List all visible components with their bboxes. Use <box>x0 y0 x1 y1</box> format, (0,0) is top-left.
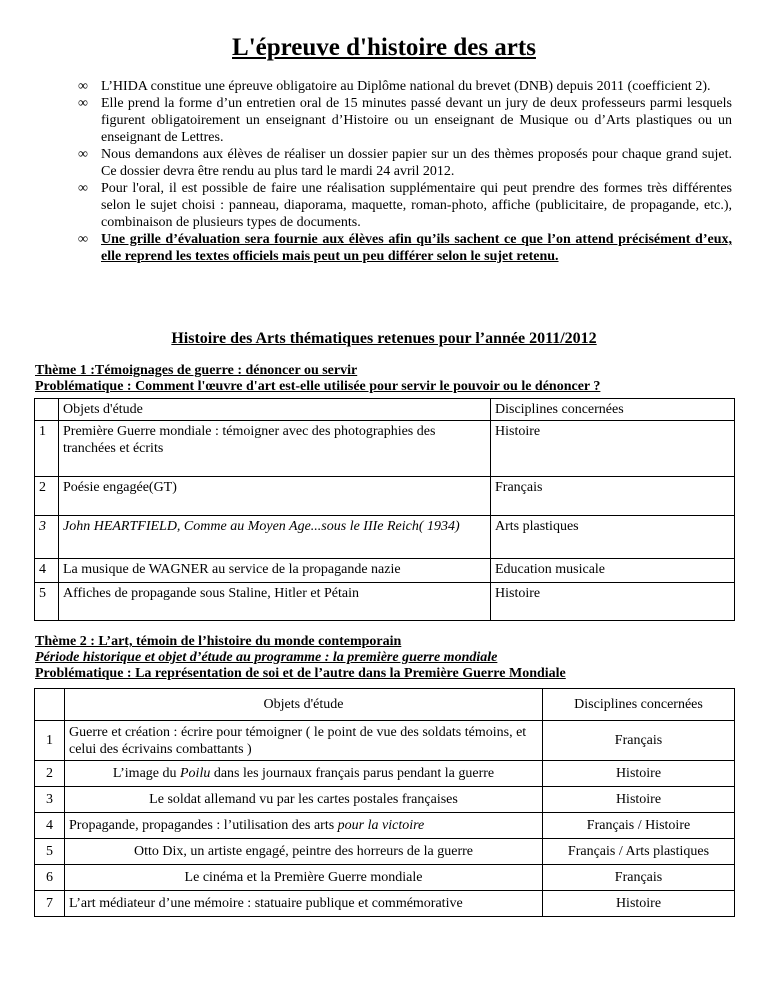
row-objet-text: L’image du <box>112 766 180 781</box>
infinity-bullet-icon: ∞ <box>78 232 88 247</box>
theme1-table <box>34 398 735 621</box>
row-discipline: Français <box>491 477 735 516</box>
infinity-bullet-icon: ∞ <box>78 147 88 162</box>
table-row <box>35 421 735 477</box>
table-row <box>35 516 735 559</box>
theme2-periode: Période historique et objet d’étude au programme : la première guerre mondiale <box>35 650 498 665</box>
header-objets-cell: Objets d'étude <box>59 399 491 421</box>
bullet-item <box>78 146 732 180</box>
row-objet-text: Propagande, propagandes : l’utilisation des arts <box>69 818 338 833</box>
row-num: 1 <box>35 721 65 761</box>
bullet-text: Nous demandons aux élèves de réaliser un dossier papier sur un des thèmes proposés pour chaque grand sujet. Ce dossier devra être rendu au plus tard le mardi 24 avril 2012. <box>101 147 732 179</box>
header-objets-cell: Objets d'étude <box>65 689 543 721</box>
theme2-problematique: Problématique : La représentation de soi et de l’autre dans la Première Guerre Mondiale <box>35 666 566 681</box>
row-num: 2 <box>35 477 59 516</box>
row-objet-italic: pour la victoire <box>337 818 425 833</box>
bullet-text: Une grille d’évaluation sera fournie aux élèves afin qu’ils sachent ce que l’on attend précisément d’eux, elle reprend les textes officiels mais peut un peu différer selon le sujet retenu. <box>101 232 732 264</box>
table-row <box>35 721 735 761</box>
row-num: 5 <box>35 583 59 621</box>
theme2-table <box>34 688 735 917</box>
row-discipline: Education musicale <box>491 559 735 583</box>
bullet-text: Pour l'oral, il est possible de faire une réalisation supplémentaire qui peut prendre des formes très différentes selon le sujet choisi : panneau, diaporama, maquette, roman-photo, affiche (publicitaire, de propagande, etc.), combinaison de plusieurs types de documents. <box>101 181 732 230</box>
row-num: 5 <box>35 839 65 865</box>
row-discipline: Français <box>543 865 735 891</box>
row-discipline: Français / Histoire <box>543 813 735 839</box>
header-disciplines-cell: Disciplines concernées <box>543 689 735 721</box>
row-objet <box>65 813 543 839</box>
header-num-cell <box>35 399 59 421</box>
row-num: 4 <box>35 559 59 583</box>
table-row <box>35 583 735 621</box>
row-objet: Le cinéma et la Première Guerre mondiale <box>65 865 543 891</box>
row-num: 1 <box>35 421 59 477</box>
page-title: L'épreuve d'histoire des arts <box>232 34 536 61</box>
row-objet: Première Guerre mondiale : témoigner avec des photographies des tranchées et écrits <box>59 421 491 477</box>
table-row <box>35 865 735 891</box>
table-row <box>35 477 735 516</box>
header-num-cell <box>35 689 65 721</box>
row-objet-text: dans les journaux français parus pendant la guerre <box>210 766 495 781</box>
row-discipline: Histoire <box>543 787 735 813</box>
row-objet: Le soldat allemand vu par les cartes postales françaises <box>65 787 543 813</box>
table-row <box>35 787 735 813</box>
theme2-heading <box>35 634 755 682</box>
bullet-item <box>78 180 732 231</box>
row-objet: La musique de WAGNER au service de la propagande nazie <box>59 559 491 583</box>
table-row <box>35 839 735 865</box>
row-discipline: Histoire <box>491 421 735 477</box>
bullet-item-emphasis <box>78 231 732 265</box>
theme2-title: Thème 2 : L’art, témoin de l’histoire du monde contemporain <box>35 634 402 649</box>
row-objet-italic: Poilu <box>180 766 211 781</box>
infinity-bullet-icon: ∞ <box>78 79 88 94</box>
row-objet <box>65 761 543 787</box>
row-objet: John HEARTFIELD, Comme au Moyen Age...sous le IIIe Reich( 1934) <box>59 516 491 559</box>
bullet-text: Elle prend la forme d’un entretien oral de 15 minutes passé devant un jury de deux professeurs parmi lesquels figurent obligatoirement un enseignant d’Histoire ou un enseignant de Musique ou d’Arts plastiques ou un enseignant de Lettres. <box>101 96 732 145</box>
table-header-row <box>35 689 735 721</box>
row-objet: Poésie engagée(GT) <box>59 477 491 516</box>
table-row <box>35 891 735 917</box>
theme1-title: Thème 1 :Témoignages de guerre : dénoncer ou servir <box>35 363 358 378</box>
infinity-bullet-icon: ∞ <box>78 96 88 111</box>
bullet-text: L’HIDA constitue une épreuve obligatoire au Diplôme national du brevet (DNB) depuis 2011 (coefficient 2). <box>101 79 711 94</box>
row-num: 3 <box>35 787 65 813</box>
row-objet: Affiches de propagande sous Staline, Hitler et Pétain <box>59 583 491 621</box>
row-num: 6 <box>35 865 65 891</box>
row-num: 4 <box>35 813 65 839</box>
row-discipline: Arts plastiques <box>491 516 735 559</box>
table-row <box>35 761 735 787</box>
theme1-problematique: Problématique : Comment l'œuvre d'art est-elle utilisée pour servir le pouvoir ou le dénoncer ? <box>35 379 601 394</box>
row-discipline: Français / Arts plastiques <box>543 839 735 865</box>
row-num: 2 <box>35 761 65 787</box>
section-title: Histoire des Arts thématiques retenues pour l’année 2011/2012 <box>171 330 597 347</box>
row-num: 3 <box>35 516 59 559</box>
row-discipline: Français <box>543 721 735 761</box>
row-objet: Guerre et création : écrire pour témoigner ( le point de vue des soldats témoins, et celui des écrivains combattants ) <box>65 721 543 761</box>
table-row <box>35 813 735 839</box>
row-num: 7 <box>35 891 65 917</box>
row-objet: Otto Dix, un artiste engagé, peintre des horreurs de la guerre <box>65 839 543 865</box>
theme1-heading <box>35 363 755 395</box>
infinity-bullet-icon: ∞ <box>78 181 88 196</box>
bullet-item <box>78 95 732 146</box>
intro-bullet-list <box>78 78 732 265</box>
header-disciplines-cell: Disciplines concernées <box>491 399 735 421</box>
row-discipline: Histoire <box>491 583 735 621</box>
table-header-row <box>35 399 735 421</box>
row-objet: L’art médiateur d’une mémoire : statuaire publique et commémorative <box>65 891 543 917</box>
row-discipline: Histoire <box>543 891 735 917</box>
bullet-item <box>78 78 732 95</box>
table-row <box>35 559 735 583</box>
row-discipline: Histoire <box>543 761 735 787</box>
